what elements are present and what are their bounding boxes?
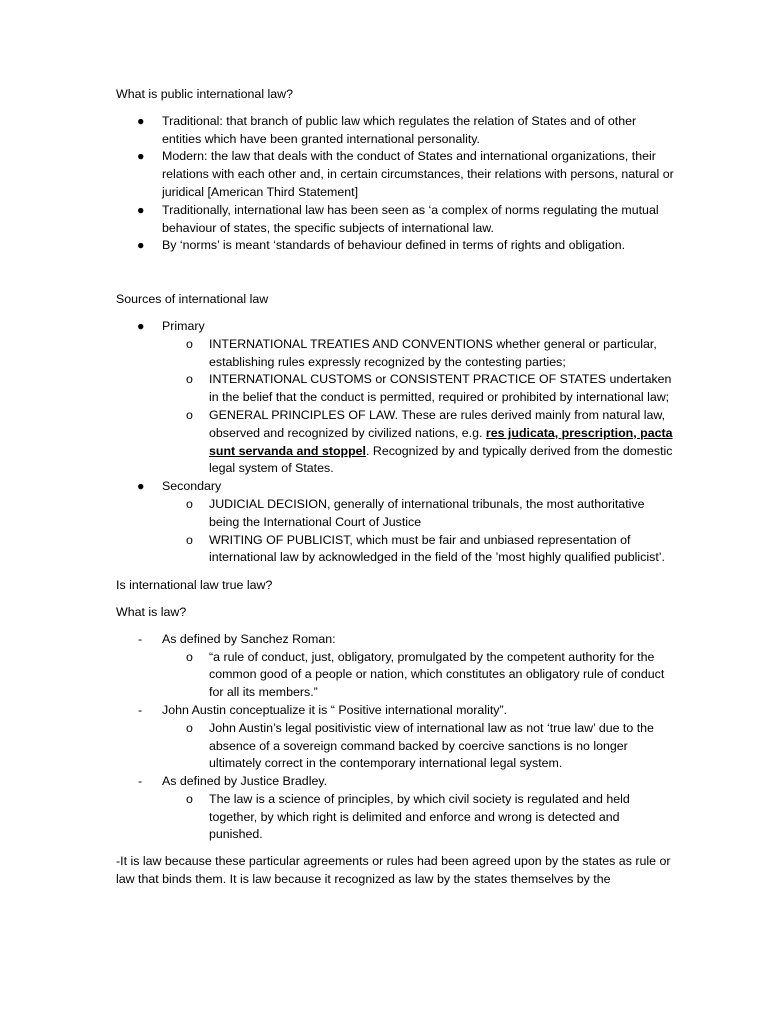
law-definitions-list bbox=[116, 631, 676, 845]
list-item: - As defined by Justice Bradley. bbox=[116, 773, 676, 791]
heading-sources: Sources of international law bbox=[116, 292, 269, 307]
definitions-list bbox=[116, 113, 676, 255]
heading-what-is-law: What is law? bbox=[116, 604, 187, 619]
bullet-icon: ● bbox=[137, 479, 145, 494]
dash-icon: - bbox=[138, 631, 143, 646]
closing-paragraph: -It is law because these particular agreements or rules had been agreed upon by the states as rule or law that binds them. It is law because it recognized as law by the states themselves by the bbox=[116, 854, 671, 887]
bullet-icon: ● bbox=[137, 318, 145, 333]
sub-list-item: o GENERAL PRINCIPLES OF LAW. These are rules derived mainly from natural law, observed and recognized by civilized nations, e.g. res judicata, prescription, pacta sunt servanda and stoppel. Recognized by and typically derived from the domestic legal system of States. bbox=[186, 407, 673, 476]
sources-list bbox=[116, 318, 676, 567]
sub-list-item: o John Austin’s legal positivistic view of international law as not ‘true law’ due to the absence of a sovereign command backed by coercive sanctions is no longer ultimately correct in the contemporary international legal system. bbox=[186, 720, 654, 771]
list-item: - As defined by Sanchez Roman: bbox=[116, 631, 676, 649]
bullet-icon: ● bbox=[137, 202, 145, 217]
heading-true-law: Is international law true law? bbox=[116, 578, 273, 593]
list-item: ● Traditionally, international law has been seen as ‘a complex of norms regulating the mutual behaviour of states, the specific subjects of international law. bbox=[137, 202, 659, 235]
circle-bullet-icon: o bbox=[186, 496, 193, 511]
circle-bullet-icon: o bbox=[186, 649, 193, 664]
latin-principles: res judicata, prescription, pacta sunt servanda and stoppel bbox=[209, 425, 673, 458]
sub-list-item: o WRITING OF PUBLICIST, which must be fair and unbiased representation of international law by acknowledged in the field of the ’most highly qualified publicist’. bbox=[186, 532, 665, 565]
list-item: ● Traditional: that branch of public law which regulates the relation of States and of other entities which have been granted international personality. bbox=[137, 113, 637, 146]
circle-bullet-icon: o bbox=[186, 372, 193, 387]
dash-icon: - bbox=[138, 702, 143, 717]
circle-bullet-icon: o bbox=[186, 720, 193, 735]
list-item: - John Austin conceptualize it is “ Positive international morality”. bbox=[116, 702, 676, 720]
bullet-icon: ● bbox=[137, 149, 145, 164]
list-item: ● Modern: the law that deals with the conduct of States and international organizations, their relations with each other and, in certain circumstances, their relations with persons, natural or juridical [American Third Statement] bbox=[137, 149, 674, 199]
bullet-icon: ● bbox=[137, 238, 145, 253]
sub-list-item: o INTERNATIONAL TREATIES AND CONVENTIONS whether general or particular, establishing rules expressly recognized by the contesting parties; bbox=[186, 336, 657, 369]
sub-list-item: o The law is a science of principles, by which civil society is regulated and held together, by which right is delimited and enforce and wrong is detected and punished. bbox=[186, 791, 630, 842]
sub-list-item: o JUDICIAL DECISION, generally of international tribunals, the most authoritative being the International Court of Justice bbox=[186, 496, 645, 529]
circle-bullet-icon: o bbox=[186, 791, 193, 806]
heading-public-international-law: What is public international law? bbox=[116, 87, 294, 101]
circle-bullet-icon: o bbox=[186, 336, 193, 351]
circle-bullet-icon: o bbox=[186, 407, 193, 422]
document-body bbox=[116, 86, 676, 889]
sub-list-item: o INTERNATIONAL CUSTOMS or CONSISTENT PRACTICE OF STATES undertaken in the belief that the conduct is permitted, required or prohibited by international law; bbox=[186, 372, 672, 405]
list-item: ● By ‘norms’ is meant ‘standards of behaviour defined in terms of rights and obligation. bbox=[116, 237, 676, 255]
circle-bullet-icon: o bbox=[186, 532, 193, 547]
list-item-primary: ● Primary bbox=[116, 318, 676, 336]
dash-icon: - bbox=[138, 774, 143, 789]
bullet-icon: ● bbox=[137, 113, 145, 128]
list-item-secondary: ● Secondary bbox=[116, 478, 676, 496]
sub-list-item: o “a rule of conduct, just, obligatory, promulgated by the competent authority for the common good of a people or nation, which constitutes an obligatory rule of conduct for all its members.” bbox=[186, 649, 665, 700]
